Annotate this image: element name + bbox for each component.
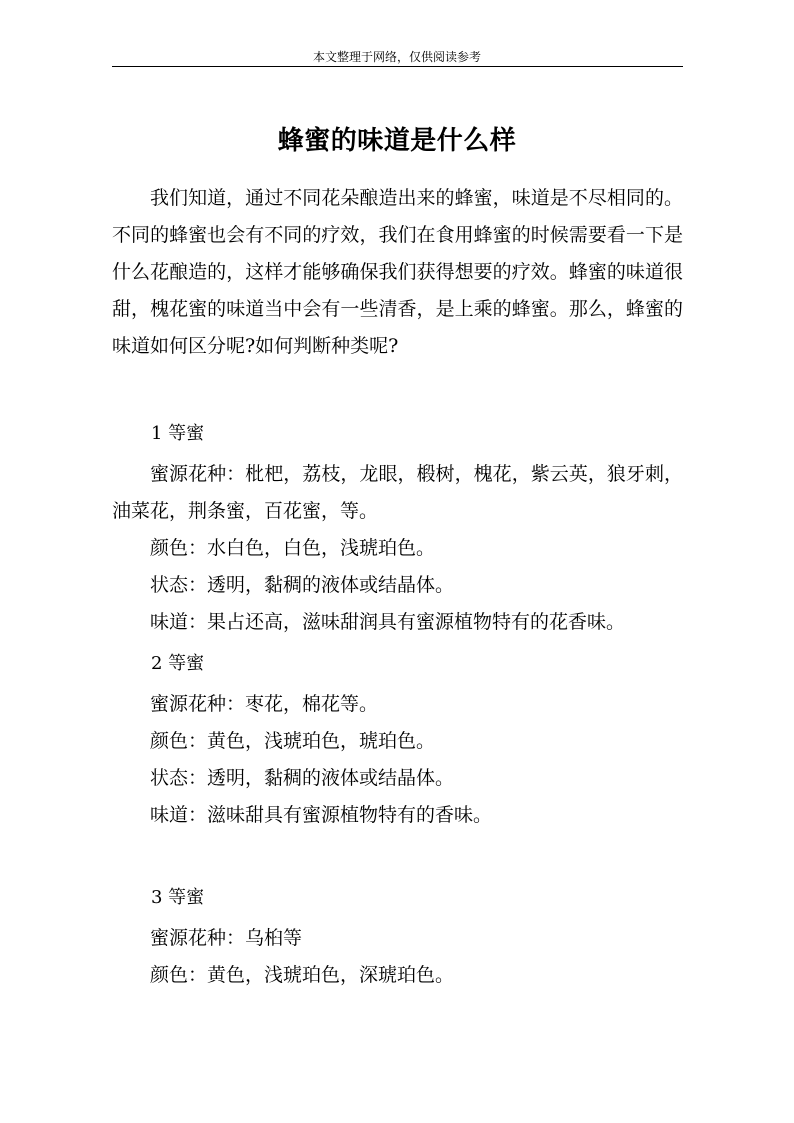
state-line: 状态：透明，黏稠的液体或结晶体。 (150, 574, 455, 596)
color-line: 颜色：黄色，浅琥珀色，深琥珀色。 (150, 964, 455, 986)
section-heading: 3 等蜜 (151, 887, 205, 908)
state-line: 状态：透明，黏稠的液体或结晶体。 (150, 767, 455, 789)
section-body (112, 686, 683, 834)
header-divider (112, 66, 683, 67)
taste-line: 味道：滋味甜具有蜜源植物特有的香味。 (150, 804, 493, 826)
document-title: 蜂蜜的味道是什么样 (277, 126, 517, 156)
section-heading: 1 等蜜 (151, 423, 205, 444)
page-header-note: 本文整理于网络，仅供阅读参考 (312, 50, 481, 64)
nectar-source-line: 蜜源花种：乌桕等 (150, 927, 303, 949)
nectar-source-line: 蜜源花种：枣花，棉花等。 (150, 693, 379, 715)
taste-line: 味道：果占还高，滋味甜润具有蜜源植物特有的花香味。 (150, 611, 626, 633)
color-line: 颜色：黄色，浅琥珀色，琥珀色。 (150, 730, 436, 752)
section-heading: 2 等蜜 (151, 653, 205, 674)
nectar-source-line: 蜜源花种：枇杷，荔枝，龙眼，椴树，槐花，紫云英，狼牙刺，油菜花，荆条蜜，百花蜜，等。 (112, 463, 683, 522)
section-body (112, 920, 683, 994)
section-body (112, 456, 683, 641)
color-line: 颜色：水白色，白色，浅琥珀色。 (150, 537, 436, 559)
intro-paragraph: 我们知道，通过不同花朵酿造出来的蜂蜜，味道是不尽相同的。不同的蜂蜜也会有不同的疗效，我们在食用蜂蜜的时候需要看一下是什么花酿造的，这样才能够确保我们获得想要的疗效。蜂蜜的味道很甜，槐花蜜的味道当中会有一些清香，是上乘的蜂蜜。那么，蜂蜜的味道如何区分呢?如何判断种类呢? (112, 187, 683, 357)
